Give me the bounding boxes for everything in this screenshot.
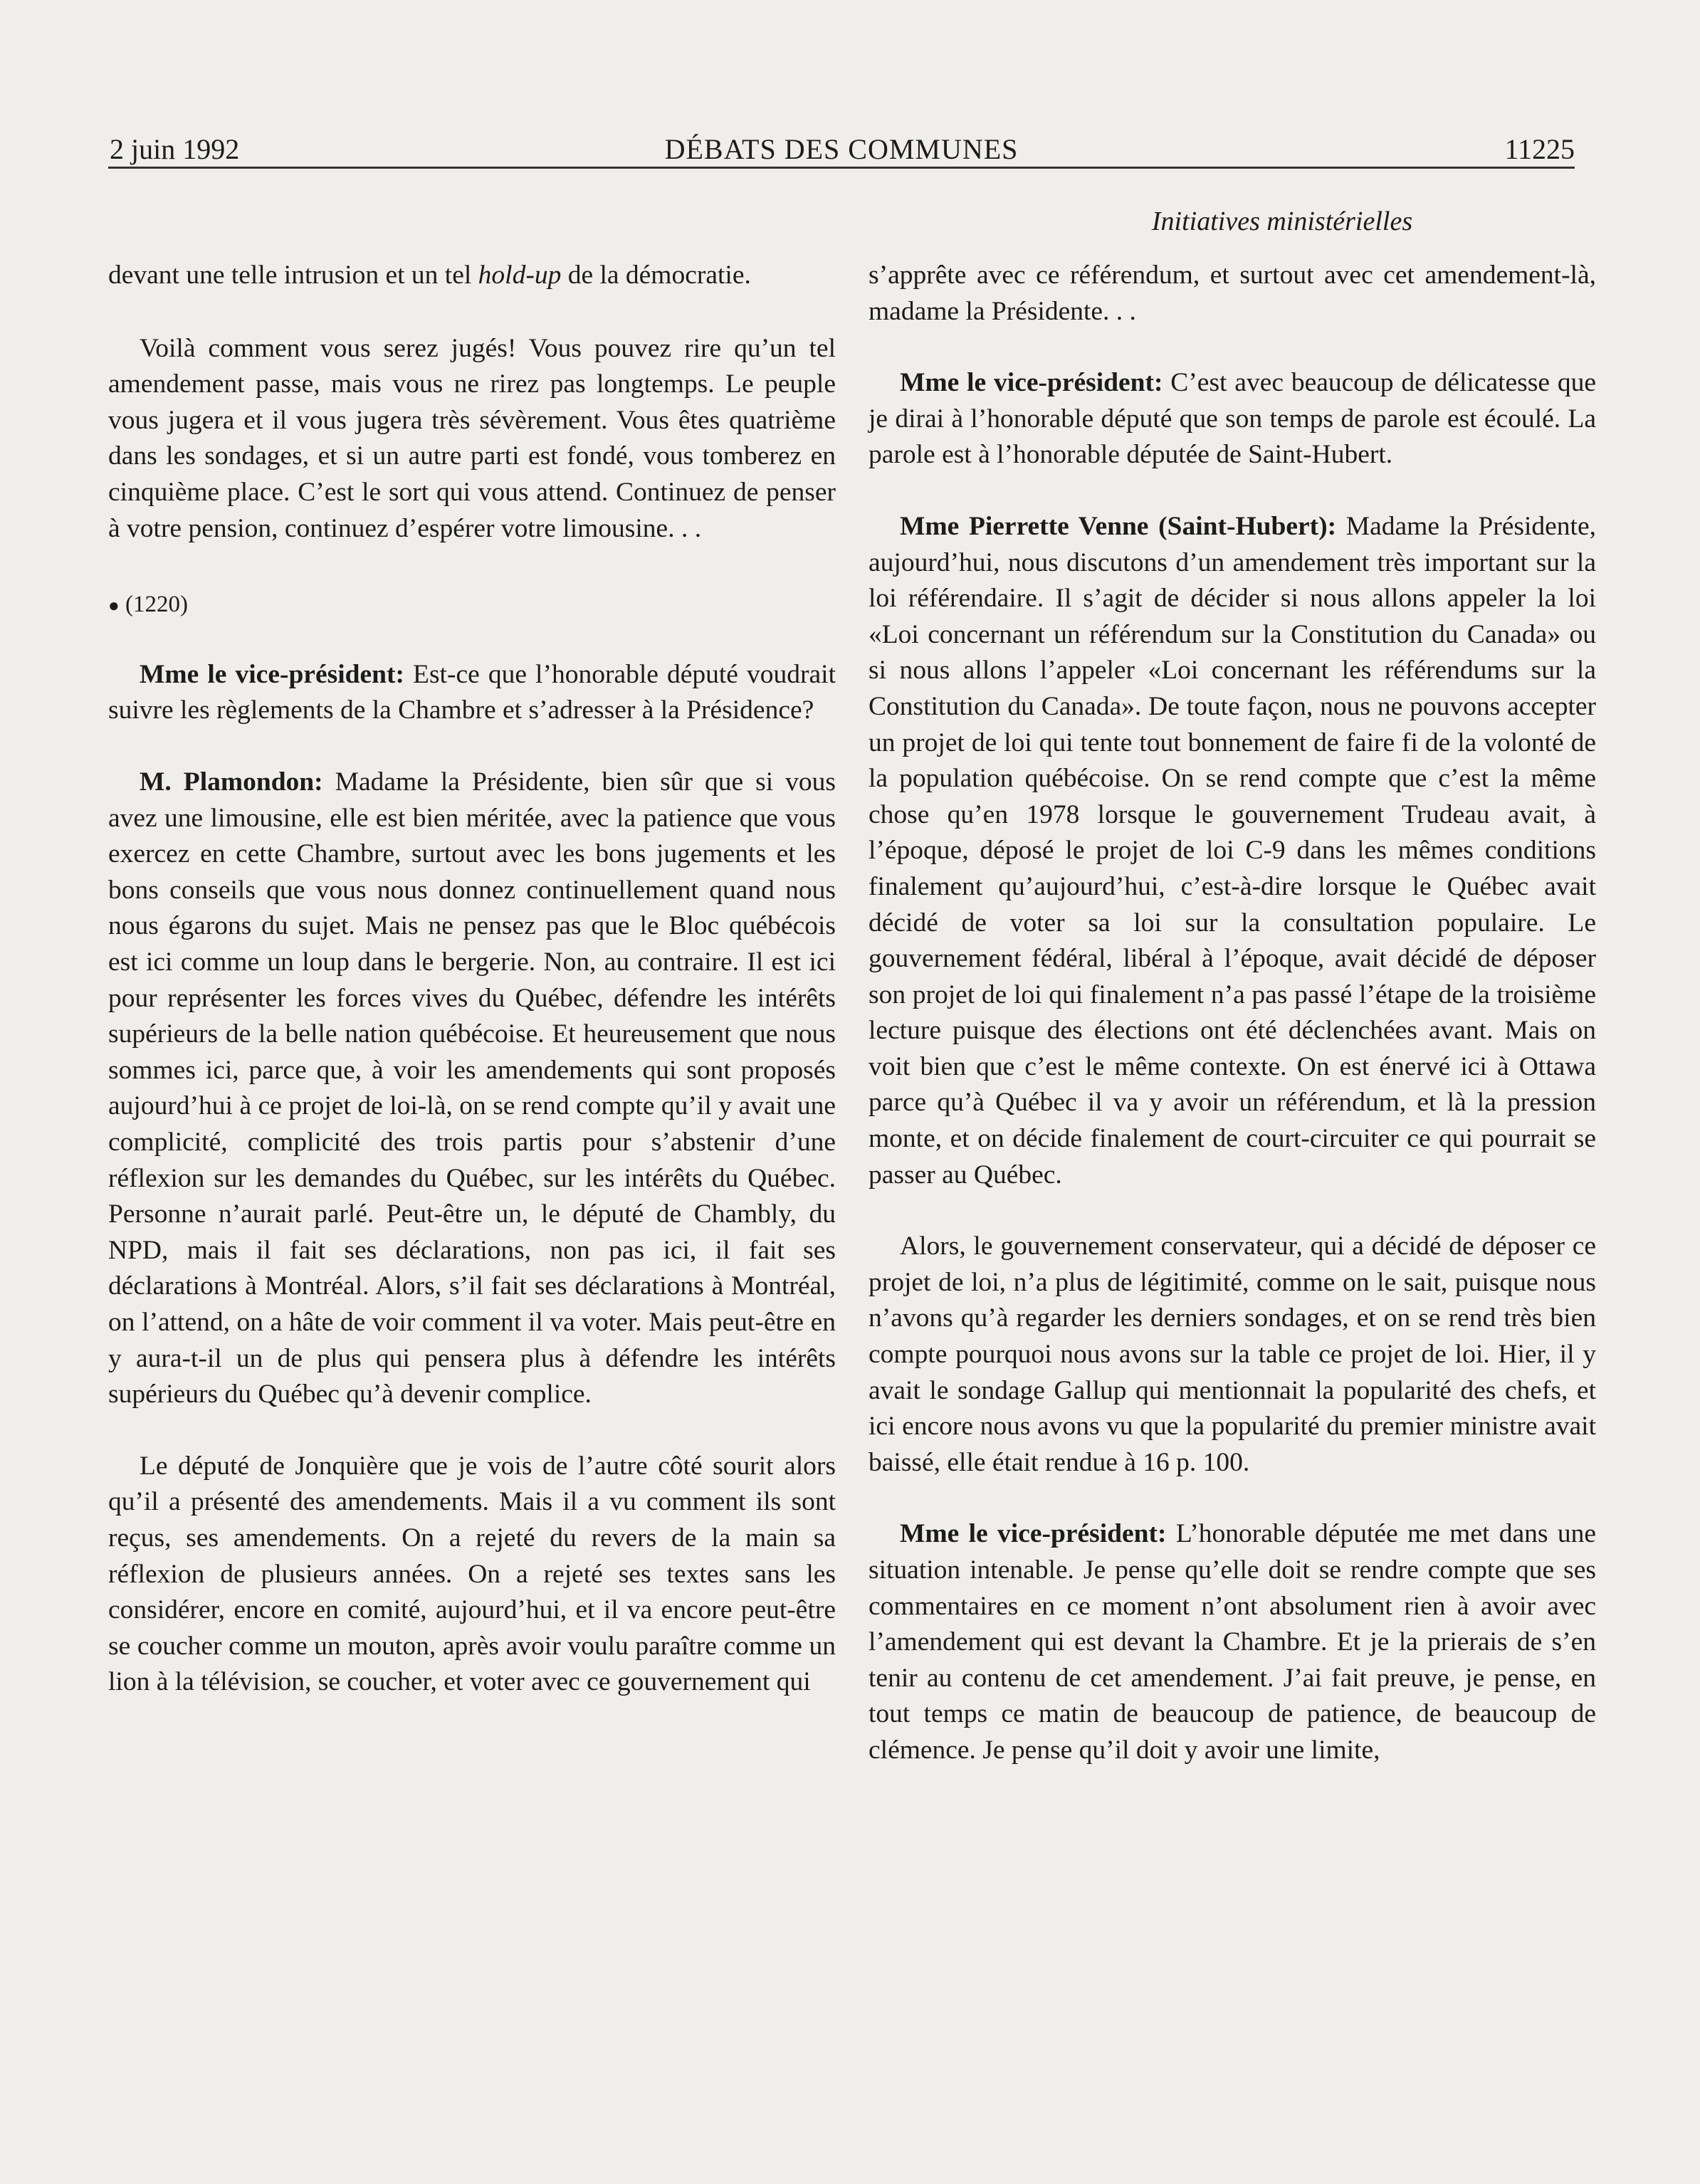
speaker-name: Mme le vice-président:: [900, 368, 1163, 398]
speaker-name: Mme Pierrette Venne (Saint-Hubert):: [900, 511, 1337, 541]
header-title: DÉBATS DES COMMUNES: [664, 133, 1019, 165]
paragraph: Voilà comment vous serez jugés! Vous pouvez rire qu’un tel amendement passe, mais vous ne rirez pas longtemps. Le peuple vous jugera et il vous jugera très sévèrement. Vous êtes quatrième dans les sondages, et si un autre parti est fondé, vous tomberez en cinquième place. C’est le sort qui vous attend. Continuez de penser à votre pension, continuez d’espérer votre limousine. . .: [108, 333, 836, 543]
speaker-name: Mme le vice-président:: [900, 1519, 1167, 1549]
paragraph: Alors, le gouvernement conservateur, qui a décidé de déposer ce projet de loi, n’a plus de légitimité, comme on le sait, puisque nous n’avons qu’à regarder les derniers sondages, et on se rend très bien compte pourquoi nous avons sur la table ce projet de loi. Hier, il y avait le sondage Gallup qui mentionnait la popularité des chefs, et ici encore nous avons vu que la popularité du premier ministre avait baissé, elle était rendue à 16 p. 100.: [869, 1232, 1596, 1477]
paragraph: devant une telle intrusion et un tel hold-up de la démocratie.: [108, 261, 751, 290]
paragraph: Mme le vice-président: L’honorable députée me met dans une situation intenable. Je pense qu’elle doit se rendre compte que ses commentaires en ce moment n’ont absolument rien à avoir avec l’amendement qui est devant la Chambre. Et je la prierais de s’en tenir au contenu de cet amendement. J’ai fait preuve, je pense, en tout temps ce matin de beaucoup de patience, de beaucoup de clémence. Je pense qu’il doit y avoir une limite,: [869, 1519, 1596, 1765]
header-date: 2 juin 1992: [110, 133, 240, 165]
speaker-name: Mme le vice-président:: [140, 659, 404, 689]
paragraph: Le député de Jonquière que je vois de l’autre côté sourit alors qu’il a présenté des amendements. Mais il a vu comment ils sont reçus, ses amendements. On a rejeté du revers de la main sa réflexion de plusieurs années. On a rejeté ses textes sans les considérer, encore en comité, aujourd’hui, et il va encore peut-être se coucher comme un mouton, après avoir voulu paraître comme un lion à la télévision, se coucher, et voter avec ce gouvernement qui: [108, 1451, 836, 1697]
paragraph: M. Plamondon: Madame la Présidente, bien sûr que si vous avez une limousine, elle est bien méritée, avec la patience que vous exercez en cette Chambre, surtout avec les bons jugements et les bons conseils que vous nous donnez continuellement quand nous nous égarons du sujet. Mais ne pensez pas que le Bloc québécois est ici comme un loup dans le bergerie. Non, au contraire. Il est ici pour représenter les forces vives du Québec, défendre les intérêts supérieurs de la belle nation québécoise. Et heureusement que nous sommes ici, parce que, à voir les amendements qui sont proposés aujourd’hui à ce projet de loi-là, on se rend compte qu’il y avait une complicité, complicité des trois partis pour s’abstenir d’une réflexion sur les demandes du Québec, sur les intérêts du Québec. Personne n’aurait parlé. Peut-être un, le député de Chambly, du NPD, mais il fait ses déclarations, non pas ici, il fait ses déclarations à Montréal. Alors, s’il fait ses déclarations à Montréal, on l’attend, on a hâte de voir comment il va voter. Mais peut-être en y aura-t-il un de plus qui pensera plus à défendre les intérêts supérieurs du Québec qu’à devenir complice.: [108, 767, 836, 1409]
right-column: [869, 258, 1596, 1769]
running-head: Initiatives ministérielles: [1151, 206, 1413, 236]
page-number: 11225: [1504, 133, 1575, 165]
speaker-name: M. Plamondon:: [140, 767, 323, 797]
paragraph: Mme Pierrette Venne (Saint-Hubert): Madame la Présidente, aujourd’hui, nous discutons d’un amendement très important sur la loi référendaire. Il s’agit de décider si nous allons appeler la loi «Loi concernant un référendum sur la Constitution du Canada» ou si nous allons l’appeler «Loi concernant les référendums sur la Constitution du Canada». De toute façon, nous ne pouvons accepter un projet de loi qui tente tout bonnement de faire fi de la volonté de la population québécoise. On se rend compte que c’est la même chose qu’en 1978 lorsque le gouvernement Trudeau avait, à l’époque, déposé le projet de loi C-9 dans les mêmes conditions finalement qu’aujourd’hui, c’est-à-dire lorsque le Québec avait décidé de voter sa loi sur la consultation populaire. Le gouvernement fédéral, libéral à l’époque, avait décidé de déposer son projet de loi qui finalement n’a pas passé l’étape de la troisième lecture puisque des élections ont été déclenchées avant. Mais on voit bien que c’est le même contexte. On est énervé ici à Ottawa parce qu’à Québec il va y avoir un référendum, et là la pression monte, et on décide finalement de court-circuiter ce qui pourrait se passer au Québec.: [869, 511, 1596, 1190]
paragraph: Mme le vice-président: C’est avec beaucoup de délicatesse que je dirai à l’honorable député que son temps de parole est écoulé. La parole est à l’honorable députée de Saint-Hubert.: [869, 368, 1596, 470]
paragraph: Mme le vice-président: Est-ce que l’honorable député voudrait suivre les règlements de la Chambre et s’adresser à la Présidence?: [108, 659, 836, 725]
time-marker: ● (1220): [108, 592, 188, 618]
page-header: [108, 127, 1575, 169]
bullet-icon: ●: [108, 595, 120, 616]
paragraph: s’apprête avec ce référendum, et surtout avec cet amendement-là, madame la Présidente. . .: [869, 261, 1596, 326]
left-column: [108, 258, 836, 1701]
emphasis: hold-up: [478, 261, 562, 290]
